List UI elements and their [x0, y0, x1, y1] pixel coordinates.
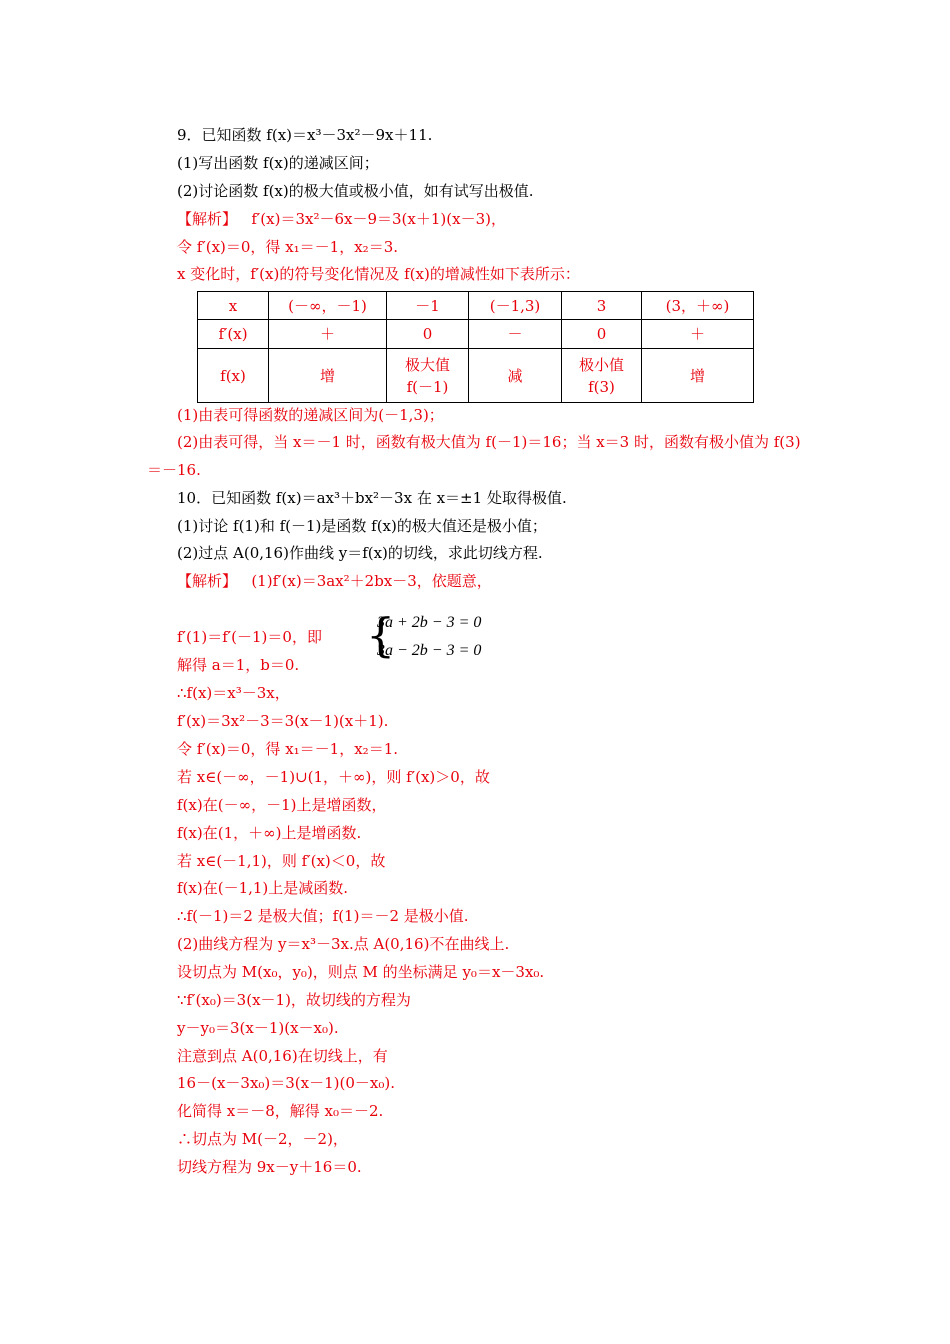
- table-cell: x: [198, 292, 269, 320]
- solution-line: y－y₀＝3(x－1)(x－x₀).: [177, 1019, 339, 1037]
- min-value-expr: f(3): [588, 377, 615, 396]
- table-cell: f′(x): [198, 320, 269, 349]
- solution-line: f(x)在(－∞，－1)上是增函数，: [177, 796, 387, 814]
- solution-line: ∵f′(x₀)＝3(x－1)，故切线的方程为: [177, 991, 411, 1009]
- table-cell: (－1,3): [469, 292, 562, 320]
- solution-line: 若 x∈(－∞，－1)∪(1，＋∞)，则 f′(x)＞0，故: [177, 768, 490, 786]
- solution-line: 化简得 x＝－8，解得 x₀＝－2.: [177, 1102, 384, 1120]
- solution-line: ∴切点为 M(－2，－2)，: [177, 1130, 348, 1148]
- table-row: [198, 349, 754, 403]
- table-row: [198, 292, 754, 320]
- q10-part2: (2)过点 A(0,16)作曲线 y＝f(x)的切线，求此切线方程.: [177, 544, 543, 562]
- solution-line: 令 f′(x)＝0，得 x₁＝－1，x₂＝1.: [177, 740, 399, 758]
- q9-answer2-cont: ＝－16.: [147, 461, 201, 479]
- solution-line: f′(x)＝3x²－3＝3(x－1)(x＋1).: [177, 712, 389, 730]
- solution-line: f(x)在(－1,1)上是减函数.: [177, 879, 349, 897]
- table-cell: －: [469, 320, 562, 349]
- max-value-expr: f(－1): [406, 377, 449, 396]
- q9-solution-line2: 令 f′(x)＝0，得 x₁＝－1，x₂＝3.: [177, 238, 399, 256]
- q10-solution-first: [177, 571, 492, 591]
- solution-line: ∴f(x)＝x³－3x，: [177, 684, 290, 702]
- solution-line: (2)曲线方程为 y＝x³－3x.点 A(0,16)不在曲线上.: [177, 935, 510, 953]
- q9-stem: 9．已知函数 f(x)＝x³－3x²－9x＋11.: [177, 126, 433, 144]
- solution-line: 解得 a＝1，b＝0.: [177, 656, 300, 674]
- table-cell: 0: [562, 320, 642, 349]
- table-cell: －1: [387, 292, 469, 320]
- table-cell: 3: [562, 292, 642, 320]
- solution-line: f(x)在(1，＋∞)上是增函数.: [177, 824, 362, 842]
- q10-derivative: (1)f′(x)＝3ax²＋2bx－3，依题意，: [251, 572, 492, 590]
- equation-system-line2: 3a − 2b − 3 = 0: [377, 642, 482, 659]
- equation-system-line1: 3a + 2b − 3 = 0: [377, 614, 482, 631]
- solution-line: ∴f(－1)＝2 是极大值；f(1)＝－2 是极小值.: [177, 907, 469, 925]
- q9-solution-line3: x 变化时，f′(x)的符号变化情况及 f(x)的增减性如下表所示：: [177, 265, 580, 283]
- q9-solution-line1: [177, 209, 506, 229]
- q10-part1: (1)讨论 f(1)和 f(－1)是函数 f(x)的极大值还是极小值；: [177, 517, 547, 535]
- table-cell: (3，＋∞): [642, 292, 754, 320]
- solution-line: 若 x∈(－1,1)，则 f′(x)＜0，故: [177, 852, 386, 870]
- solution-line: f′(1)＝f′(－1)＝0，即: [177, 628, 322, 646]
- q10-stem: 10．已知函数 f(x)＝ax³＋bx²－3x 在 x＝±1 处取得极值.: [177, 489, 567, 507]
- table-cell: f(x): [198, 349, 269, 403]
- table-cell: 减: [469, 349, 562, 403]
- min-value-label: 极小值: [578, 355, 624, 374]
- q9-part1: (1)写出函数 f(x)的递减区间；: [177, 154, 379, 172]
- table-cell: [387, 349, 469, 403]
- solution-line: 切线方程为 9x－y＋16＝0.: [177, 1158, 362, 1176]
- q9-answer1: (1)由表可得函数的递减区间为(－1,3)；: [177, 406, 444, 424]
- q9-derivative: f′(x)＝3x²－6x－9＝3(x＋1)(x－3)，: [251, 210, 506, 228]
- q9-part2: (2)讨论函数 f(x)的极大值或极小值，如有试写出极值.: [177, 182, 534, 200]
- max-value-label: 极大值: [404, 355, 450, 374]
- table-cell: [562, 349, 642, 403]
- table-cell: 增: [642, 349, 754, 403]
- table-cell: 增: [269, 349, 387, 403]
- solution-line: 注意到点 A(0,16)在切线上，有: [177, 1047, 388, 1065]
- table-row: [198, 320, 754, 349]
- table-cell: (－∞，－1): [269, 292, 387, 320]
- solution-line: 16－(x－3x₀)＝3(x－1)(0－x₀).: [177, 1074, 396, 1092]
- variation-table: [197, 291, 754, 403]
- solution-line: 设切点为 M(x₀，y₀)，则点 M 的坐标满足 y₀＝x－3x₀.: [177, 963, 545, 981]
- q9-answer2: (2)由表可得，当 x＝－1 时，函数有极大值为 f(－1)＝16；当 x＝3 时，函数有极小值为 f(3): [177, 433, 801, 451]
- equation-system-brace: {: [366, 608, 396, 662]
- q10-solution-label: 【解析】: [177, 572, 238, 590]
- table-cell: 0: [387, 320, 469, 349]
- q9-solution-label: 【解析】: [177, 210, 238, 228]
- table-cell: ＋: [269, 320, 387, 349]
- table-cell: ＋: [642, 320, 754, 349]
